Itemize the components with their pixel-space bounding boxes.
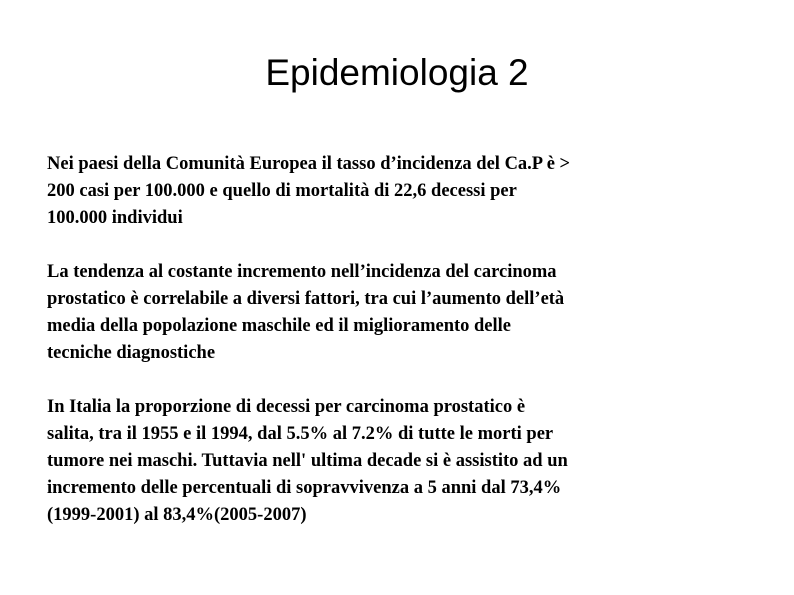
paragraph-incidence: Nei paesi della Comunità Europea il tasso d’incidenza del Ca.P è > 200 casi per 100.000 e quello di mortalità di 22,6 decessi per 100.000 individui [47, 154, 571, 228]
slide-title: Epidemiologia 2 [265, 52, 529, 93]
slide-body [47, 151, 747, 556]
paragraph-trend: La tendenza al costante incremento nell’incidenza del carcinoma prostatico è correlabile a diversi fattori, tra cui l’aumento dell’età media della popolazione maschile ed il miglioramento delle tecniche diagnostiche [47, 262, 565, 363]
paragraph-italy: In Italia la proporzione di decessi per carcinoma prostatico è salita, tra il 1955 e il 1994, dal 5.5% al 7.2% di tutte le morti per tumore nei maschi. Tuttavia nell' ultima decade si è assistito ad un incremento delle percentuali di sopravvivenza a 5 anni dal 73,4% (1999-2001) al 83,4%(2005-2007) [47, 397, 568, 525]
